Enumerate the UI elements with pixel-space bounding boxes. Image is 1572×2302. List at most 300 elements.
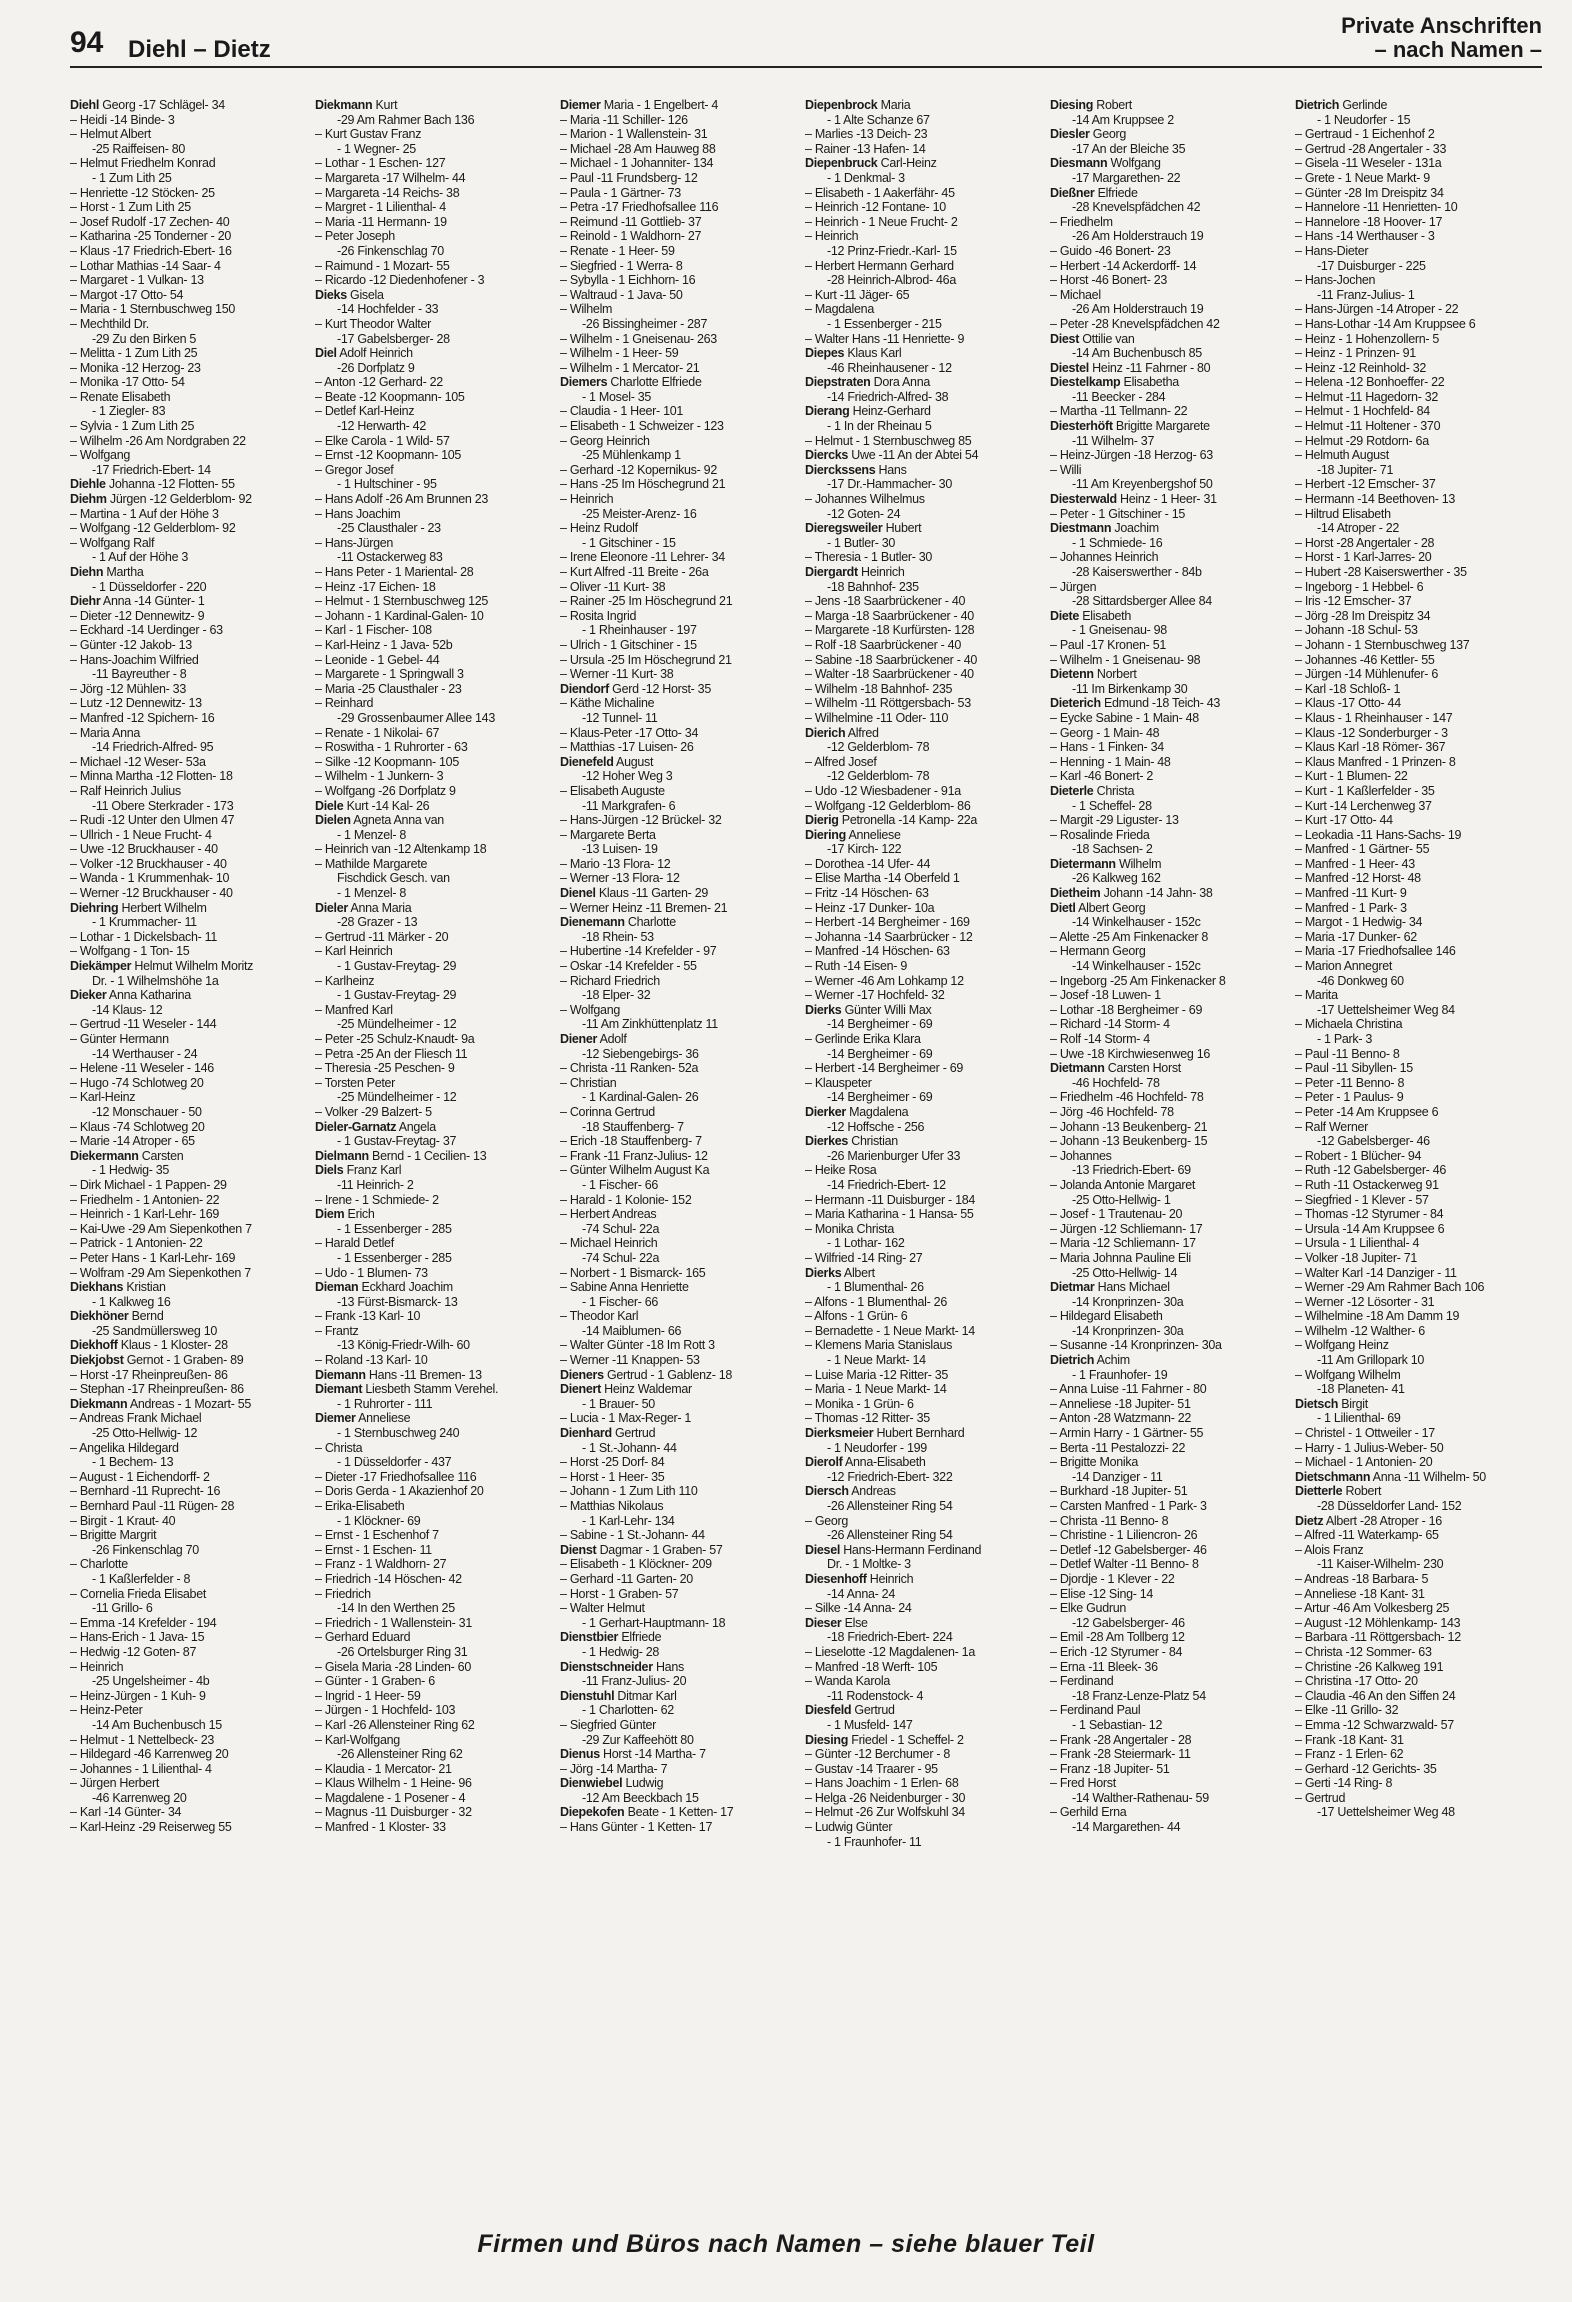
directory-entry — [560, 638, 805, 653]
entry-text: – Dirk Michael - 1 Pappen- 29 — [70, 1177, 227, 1192]
entry-text: Alfred — [845, 725, 879, 740]
entry-text: - 1 Neudorfer - 15 — [1317, 112, 1411, 127]
directory-entry — [560, 1003, 805, 1018]
entry-text: – Horst - 1 Zum Lith 25 — [70, 200, 191, 215]
entry-text: – Johannes — [1050, 1148, 1112, 1163]
entry-text: - 1 Karl-Lehr- 134 — [582, 1513, 675, 1528]
entry-text: -12 Gabelsberger- 46 — [1317, 1134, 1430, 1149]
directory-entry — [560, 1120, 805, 1135]
directory-entry — [805, 361, 1050, 376]
directory-entry — [560, 580, 805, 595]
entry-text: -14 Am Kruppsee 2 — [1072, 112, 1174, 127]
directory-entry — [560, 434, 805, 449]
entry-text: -14 Danziger - 11 — [1072, 1469, 1163, 1484]
entry-text: – Karl Heinrich — [315, 944, 393, 959]
directory-entry — [1295, 871, 1540, 886]
directory-entry — [70, 769, 315, 784]
entry-text: – Frank -18 Kant- 31 — [1295, 1732, 1404, 1747]
directory-entry — [1050, 828, 1295, 843]
entry-surname: Diemer — [560, 98, 601, 112]
entry-text: - 1 Lothar- 162 — [827, 1236, 905, 1251]
entry-surname: Diekämper — [70, 959, 132, 974]
entry-text: -26 Dorfplatz 9 — [337, 360, 415, 375]
directory-entry — [805, 1266, 1050, 1281]
entry-text: – Klaus -74 Schlotweg 20 — [70, 1119, 205, 1134]
directory-entry — [805, 1207, 1050, 1222]
entry-text: – Harald - 1 Kolonie- 152 — [560, 1192, 692, 1207]
entry-text: – Wilhelm — [560, 302, 613, 317]
directory-entry — [560, 1820, 805, 1835]
entry-text: – Johanna -14 Saarbrücker - 12 — [805, 929, 973, 944]
directory-entry — [1050, 142, 1295, 157]
directory-entry — [1050, 857, 1295, 872]
directory-entry — [70, 1528, 315, 1543]
directory-entry — [70, 419, 315, 434]
directory-entry — [1295, 463, 1540, 478]
entry-text: Johann -14 Jahn- 38 — [1100, 886, 1213, 901]
entry-text: – Paul -11 Frundsberg- 12 — [560, 170, 698, 185]
directory-entry — [1295, 857, 1540, 872]
entry-text: – Heidi -14 Binde- 3 — [70, 112, 175, 127]
directory-entry — [70, 1689, 315, 1704]
entry-text: – Alfons - 1 Grün- 6 — [805, 1309, 908, 1324]
directory-entry — [70, 171, 315, 186]
directory-entry — [560, 1295, 805, 1310]
entry-text: – Eckhard -14 Uerdinger - 63 — [70, 623, 223, 638]
directory-entry — [315, 959, 560, 974]
directory-entry — [70, 857, 315, 872]
directory-entry — [315, 580, 560, 595]
entry-text: – Elisabeth - 1 Aakerfähr- 45 — [805, 185, 955, 200]
directory-entry — [560, 1236, 805, 1251]
directory-entry — [1295, 1441, 1540, 1456]
entry-text: -17 Uettelsheimer Weg 48 — [1317, 1805, 1455, 1820]
directory-entry — [560, 375, 805, 390]
entry-text: – Michael — [1050, 287, 1101, 302]
directory-entry — [805, 1703, 1050, 1718]
entry-text: - 1 Kalkweg 16 — [92, 1294, 171, 1309]
directory-entry — [70, 799, 315, 814]
entry-surname: Diepenbrock — [805, 98, 878, 112]
entry-text: Anneliese — [845, 827, 901, 842]
directory-entry — [1050, 332, 1295, 347]
entry-text: -12 Hoffsche - 256 — [827, 1119, 925, 1134]
entry-text: – Johannes Heinrich — [1050, 550, 1159, 565]
entry-surname: Diepenbruck — [805, 156, 878, 171]
entry-text: Christa — [1093, 783, 1135, 798]
entry-surname: Dienstuhl — [560, 1688, 615, 1703]
directory-entry — [560, 857, 805, 872]
directory-entry — [560, 1207, 805, 1222]
entry-text: – Siegfried - 1 Werra- 8 — [560, 258, 683, 273]
entry-surname: Dietheim — [1050, 886, 1101, 901]
entry-surname: Dietermann — [1050, 856, 1116, 871]
directory-entry — [1050, 1368, 1295, 1383]
directory-entry — [560, 521, 805, 536]
directory-entry — [315, 1411, 560, 1426]
entry-text: - 1 Fraunhofer- 11 — [827, 1834, 922, 1849]
directory-entry — [560, 769, 805, 784]
directory-entry — [1050, 1397, 1295, 1412]
directory-entry — [805, 1061, 1050, 1076]
entry-text: -12 Gelderblom- 78 — [827, 740, 930, 755]
directory-entry — [1295, 507, 1540, 522]
entry-text: – Wilhelm -12 Walther- 6 — [1295, 1323, 1425, 1338]
directory-entry — [1050, 1616, 1295, 1631]
directory-entry — [1050, 390, 1295, 405]
directory-entry — [1295, 974, 1540, 989]
entry-text: – Angelika Hildegard — [70, 1440, 179, 1455]
directory-entry — [560, 142, 805, 157]
entry-text: – Christel - 1 Ottweiler - 17 — [1295, 1426, 1435, 1441]
directory-entry — [1050, 784, 1295, 799]
entry-text: – Alois Franz — [1295, 1542, 1364, 1557]
directory-entry — [315, 375, 560, 390]
entry-text: – Klaus - 1 Rheinhauser - 147 — [1295, 710, 1453, 725]
entry-text: Christian — [848, 1134, 898, 1149]
directory-entry — [70, 1601, 315, 1616]
directory-entry — [805, 1645, 1050, 1660]
directory-entry — [70, 1193, 315, 1208]
entry-text: - 1 Butler- 30 — [827, 535, 896, 550]
entry-text: – Ernst -12 Koopmann- 105 — [315, 448, 462, 463]
directory-entry — [560, 1193, 805, 1208]
directory-entry — [315, 1514, 560, 1529]
directory-entry — [1050, 1470, 1295, 1485]
entry-text: – Sylvia - 1 Zum Lith 25 — [70, 419, 195, 434]
directory-entry — [805, 288, 1050, 303]
entry-text: -12 Prinz-Friedr.-Karl- 15 — [827, 243, 957, 258]
directory-entry — [315, 1149, 560, 1164]
directory-entry — [805, 404, 1050, 419]
entry-surname: Dierich — [805, 725, 846, 740]
directory-entry — [315, 726, 560, 741]
directory-entry — [1295, 390, 1540, 405]
directory-entry — [1295, 492, 1540, 507]
directory-entry — [560, 740, 805, 755]
entry-surname: Dießner — [1050, 185, 1095, 200]
directory-entry — [315, 1353, 560, 1368]
directory-entry — [70, 332, 315, 347]
directory-entry — [1050, 1193, 1295, 1208]
entry-surname: Dietrich — [1295, 98, 1340, 112]
entry-text: – Franz -18 Jupiter- 51 — [1050, 1761, 1170, 1776]
entry-text: Dr. - 1 Wilhelmshöhe 1a — [92, 973, 219, 988]
directory-entry — [805, 1499, 1050, 1514]
directory-entry — [1295, 288, 1540, 303]
entry-text: – Peter Joseph — [315, 229, 395, 244]
directory-entry — [560, 361, 805, 376]
directory-entry — [805, 156, 1050, 171]
directory-column-4 — [805, 98, 1050, 2218]
directory-entry — [315, 1762, 560, 1777]
entry-text: – Klemens Maria Stanislaus — [805, 1338, 953, 1353]
entry-text: -14 Hochfelder - 33 — [337, 302, 439, 317]
directory-entry — [560, 1397, 805, 1412]
entry-text: – Berta -11 Pestalozzi- 22 — [1050, 1440, 1186, 1455]
directory-entry — [1050, 813, 1295, 828]
directory-entry — [315, 1032, 560, 1047]
directory-entry — [315, 755, 560, 770]
entry-text: – Paul -17 Kronen- 51 — [1050, 637, 1167, 652]
entry-text: – Josef -18 Luwen- 1 — [1050, 988, 1161, 1003]
entry-text: – Johann - 1 Kardinal-Galen- 10 — [315, 608, 484, 623]
directory-entry — [1295, 346, 1540, 361]
directory-entry — [315, 1484, 560, 1499]
directory-entry — [70, 594, 315, 609]
directory-entry — [315, 1222, 560, 1237]
directory-entry — [1050, 901, 1295, 916]
directory-entry — [560, 974, 805, 989]
directory-entry — [70, 98, 315, 113]
entry-text: -14 Friedrich-Alfred- 38 — [827, 389, 949, 404]
entry-text: – Emma -14 Krefelder - 194 — [70, 1615, 217, 1630]
directory-entry — [70, 361, 315, 376]
entry-surname: Diehring — [70, 900, 119, 915]
directory-entry — [70, 1733, 315, 1748]
entry-text: – Wilhelmine -11 Oder- 110 — [805, 710, 949, 725]
entry-text: – Karl -46 Bonert- 2 — [1050, 769, 1154, 784]
entry-surname: Diemann — [315, 1367, 366, 1382]
directory-entry — [1050, 1207, 1295, 1222]
directory-entry — [1050, 1820, 1295, 1835]
directory-entry — [805, 200, 1050, 215]
entry-text: – Frank -13 Karl- 10 — [315, 1309, 421, 1324]
directory-entry — [1295, 419, 1540, 434]
directory-entry — [1295, 1032, 1540, 1047]
directory-entry — [315, 696, 560, 711]
entry-text: -28 Heinrich-Albrod- 46a — [827, 273, 956, 288]
directory-entry — [70, 1032, 315, 1047]
entry-text: – Dorothea -14 Ufer- 44 — [805, 856, 931, 871]
directory-entry — [805, 1441, 1050, 1456]
entry-text: Anna Katharina — [106, 988, 191, 1003]
entry-text: – Peter - 1 Paulus- 9 — [1295, 1090, 1404, 1105]
entry-text: – Kurt Alfred -11 Breite - 26a — [560, 565, 709, 579]
directory-entry — [315, 1776, 560, 1791]
directory-entry — [315, 536, 560, 551]
entry-text: – Helmut - 1 Nettelbeck- 23 — [70, 1732, 215, 1747]
directory-entry — [560, 653, 805, 668]
directory-entry — [315, 769, 560, 784]
entry-text: – Ursula - 1 Lilienthal- 4 — [1295, 1236, 1420, 1251]
entry-surname: Dieners — [560, 1367, 604, 1382]
directory-entry — [805, 1455, 1050, 1470]
entry-text: – Jörg -46 Hochfeld- 78 — [1050, 1104, 1174, 1119]
entry-text: – Udo -12 Wiesbadener - 91a — [805, 783, 961, 798]
page-number: 94 — [70, 26, 104, 59]
directory-entry — [805, 740, 1050, 755]
entry-text: -25 Otto-Hellwig- 1 — [1072, 1192, 1171, 1207]
directory-entry — [1050, 682, 1295, 697]
directory-entry — [805, 1528, 1050, 1543]
directory-entry — [1295, 200, 1540, 215]
directory-entry — [1050, 317, 1295, 332]
entry-text: Bernd - 1 Cecilien- 13 — [368, 1148, 487, 1163]
entry-text: – Ingeborg -25 Am Finkenacker 8 — [1050, 973, 1226, 988]
directory-entry — [805, 755, 1050, 770]
directory-entry — [1050, 1382, 1295, 1397]
entry-text: Dr. - 1 Moltke- 3 — [827, 1557, 911, 1572]
directory-entry — [560, 609, 805, 624]
entry-text: Kristian — [123, 1280, 166, 1295]
directory-entry — [805, 434, 1050, 449]
directory-entry — [805, 229, 1050, 244]
entry-text: Elisabeth — [1079, 608, 1131, 623]
entry-text: – Sybylla - 1 Eichhorn- 16 — [560, 273, 696, 288]
directory-entry — [560, 565, 805, 580]
entry-text: – Hildegard -46 Karrenweg 20 — [70, 1747, 229, 1762]
directory-entry — [1050, 988, 1295, 1003]
entry-surname: Diekmann — [70, 1396, 128, 1411]
entry-text: – Jörg -14 Martha- 7 — [560, 1761, 668, 1776]
directory-entry — [1050, 477, 1295, 492]
entry-text: -11 Obere Sterkrader - 173 — [92, 798, 234, 813]
directory-entry — [70, 1616, 315, 1631]
entry-text: -14 Margarethen- 44 — [1072, 1820, 1181, 1835]
entry-text: -11 Rodenstock- 4 — [827, 1688, 924, 1703]
directory-entry — [805, 959, 1050, 974]
directory-entry — [1050, 361, 1295, 376]
entry-text: Joachim — [1111, 521, 1159, 536]
entry-surname: Diercks — [805, 448, 849, 463]
entry-text: – Margareta -14 Reichs- 38 — [315, 185, 460, 200]
entry-surname: Dietmann — [1050, 1061, 1105, 1076]
directory-entry — [560, 1747, 805, 1762]
entry-surname: Diele — [315, 798, 344, 813]
entry-text: – Werner -11 Kurt- 38 — [560, 667, 674, 682]
directory-entry — [70, 609, 315, 624]
directory-entry — [315, 1047, 560, 1062]
directory-entry — [1295, 1090, 1540, 1105]
entry-text: – Gisela -11 Weseler - 131a — [1295, 156, 1442, 171]
directory-entry — [315, 1426, 560, 1441]
directory-entry — [805, 915, 1050, 930]
directory-entry — [805, 1791, 1050, 1806]
directory-entry — [1295, 1280, 1540, 1295]
entry-surname: Diekhans — [70, 1280, 124, 1295]
directory-entry — [560, 448, 805, 463]
directory-entry — [560, 302, 805, 317]
entry-text: – Karl - 1 Fischer- 108 — [315, 623, 432, 638]
entry-text: -18 Sachsen- 2 — [1072, 842, 1153, 857]
directory-entry — [1050, 273, 1295, 288]
entry-text: -26 Finkenschlag 70 — [337, 243, 444, 258]
entry-text: – Jörg -12 Mühlen- 33 — [70, 681, 186, 696]
directory-entry — [560, 1805, 805, 1820]
entry-text: – Heinrich — [70, 1659, 124, 1674]
entry-text: - 1 Düsseldorfer - 437 — [337, 1455, 452, 1470]
directory-entry — [315, 842, 560, 857]
entry-text: -25 Clausthaler - 23 — [337, 521, 441, 536]
entry-text: - 1 Lilienthal- 69 — [1317, 1411, 1401, 1426]
entry-text: -26 Am Holderstrauch 19 — [1072, 229, 1204, 244]
directory-entry — [560, 1338, 805, 1353]
entry-surname: Diem — [315, 1207, 345, 1222]
entry-surname: Diehn — [70, 565, 104, 579]
directory-entry — [315, 142, 560, 157]
entry-surname: Diemer — [315, 1411, 356, 1426]
entry-surname: Dietterle — [1295, 1484, 1343, 1499]
directory-entry — [1050, 229, 1295, 244]
entry-text: – Christine - 1 Liliencron- 26 — [1050, 1528, 1198, 1543]
entry-text: – Willi — [1050, 462, 1082, 477]
entry-text: Angela — [396, 1119, 436, 1134]
directory-entry — [315, 186, 560, 201]
directory-entry — [805, 828, 1050, 843]
entry-text: Heinz Waldemar — [600, 1382, 692, 1397]
entry-text: – Heinz -17 Eichen- 18 — [315, 579, 436, 594]
entry-text: Georg — [1089, 127, 1127, 142]
directory-entry — [805, 1324, 1050, 1339]
directory-entry — [1050, 419, 1295, 434]
entry-surname: Diehle — [70, 477, 106, 492]
directory-entry — [560, 492, 805, 507]
directory-entry — [560, 813, 805, 828]
entry-text: -12 Monschauer - 50 — [92, 1104, 202, 1119]
directory-entry — [1295, 1178, 1540, 1193]
entry-text: -12 Herwarth- 42 — [337, 419, 426, 434]
entry-text: – Elke -11 Grillo- 32 — [1295, 1703, 1399, 1718]
directory-entry — [1295, 959, 1540, 974]
directory-entry — [1295, 1689, 1540, 1704]
entry-text: – Wolfgang Wilhelm — [1295, 1367, 1401, 1382]
directory-entry — [805, 1090, 1050, 1105]
directory-entry — [1050, 434, 1295, 449]
entry-text: – Hannelore -18 Hoover- 17 — [1295, 214, 1443, 229]
directory-entry — [1295, 1163, 1540, 1178]
entry-text: – Manfred -14 Höschen- 63 — [805, 944, 950, 959]
directory-entry — [560, 550, 805, 565]
entry-text: – Hannelore -11 Henrietten- 10 — [1295, 200, 1458, 215]
entry-text: – Hugo -74 Schlotweg 20 — [70, 1075, 204, 1090]
directory-entry — [805, 944, 1050, 959]
entry-text: – Gertrud -11 Weseler - 144 — [70, 1017, 217, 1032]
entry-text: – Friedrich - 1 Wallenstein- 31 — [315, 1615, 472, 1630]
directory-entry — [805, 492, 1050, 507]
directory-entry — [70, 1805, 315, 1820]
directory-entry — [560, 1163, 805, 1178]
directory-entry — [1295, 1703, 1540, 1718]
directory-entry — [70, 200, 315, 215]
entry-text: – Gerhild Erna — [1050, 1805, 1127, 1820]
directory-entry — [1050, 448, 1295, 463]
directory-entry — [1295, 1411, 1540, 1426]
entry-text: – Rosita Ingrid — [560, 608, 637, 623]
entry-text: – Anneliese -18 Jupiter- 51 — [1050, 1396, 1191, 1411]
directory-entry — [315, 1105, 560, 1120]
entry-text: – Maria -25 Clausthaler - 23 — [315, 681, 462, 696]
directory-entry — [315, 1003, 560, 1018]
entry-text: -18 Rhein- 53 — [582, 929, 654, 944]
entry-text: – Detlef -12 Gabelsberger- 46 — [1050, 1542, 1207, 1557]
directory-entry — [560, 346, 805, 361]
directory-entry — [315, 667, 560, 682]
directory-entry — [805, 638, 1050, 653]
directory-entry — [70, 1076, 315, 1091]
directory-entry — [1050, 667, 1295, 682]
directory-entry — [560, 1674, 805, 1689]
section-heading-line1: Private Anschriften — [1341, 13, 1542, 38]
directory-entry — [315, 1703, 560, 1718]
directory-entry — [805, 1747, 1050, 1762]
directory-entry — [805, 142, 1050, 157]
directory-entry — [805, 419, 1050, 434]
entry-text: – Ruth -12 Gabelsberger- 46 — [1295, 1163, 1447, 1178]
entry-text: -46 Karrenweg 20 — [92, 1790, 187, 1805]
directory-entry — [315, 127, 560, 142]
entry-text: Kurt -14 Kal- 26 — [343, 798, 430, 813]
